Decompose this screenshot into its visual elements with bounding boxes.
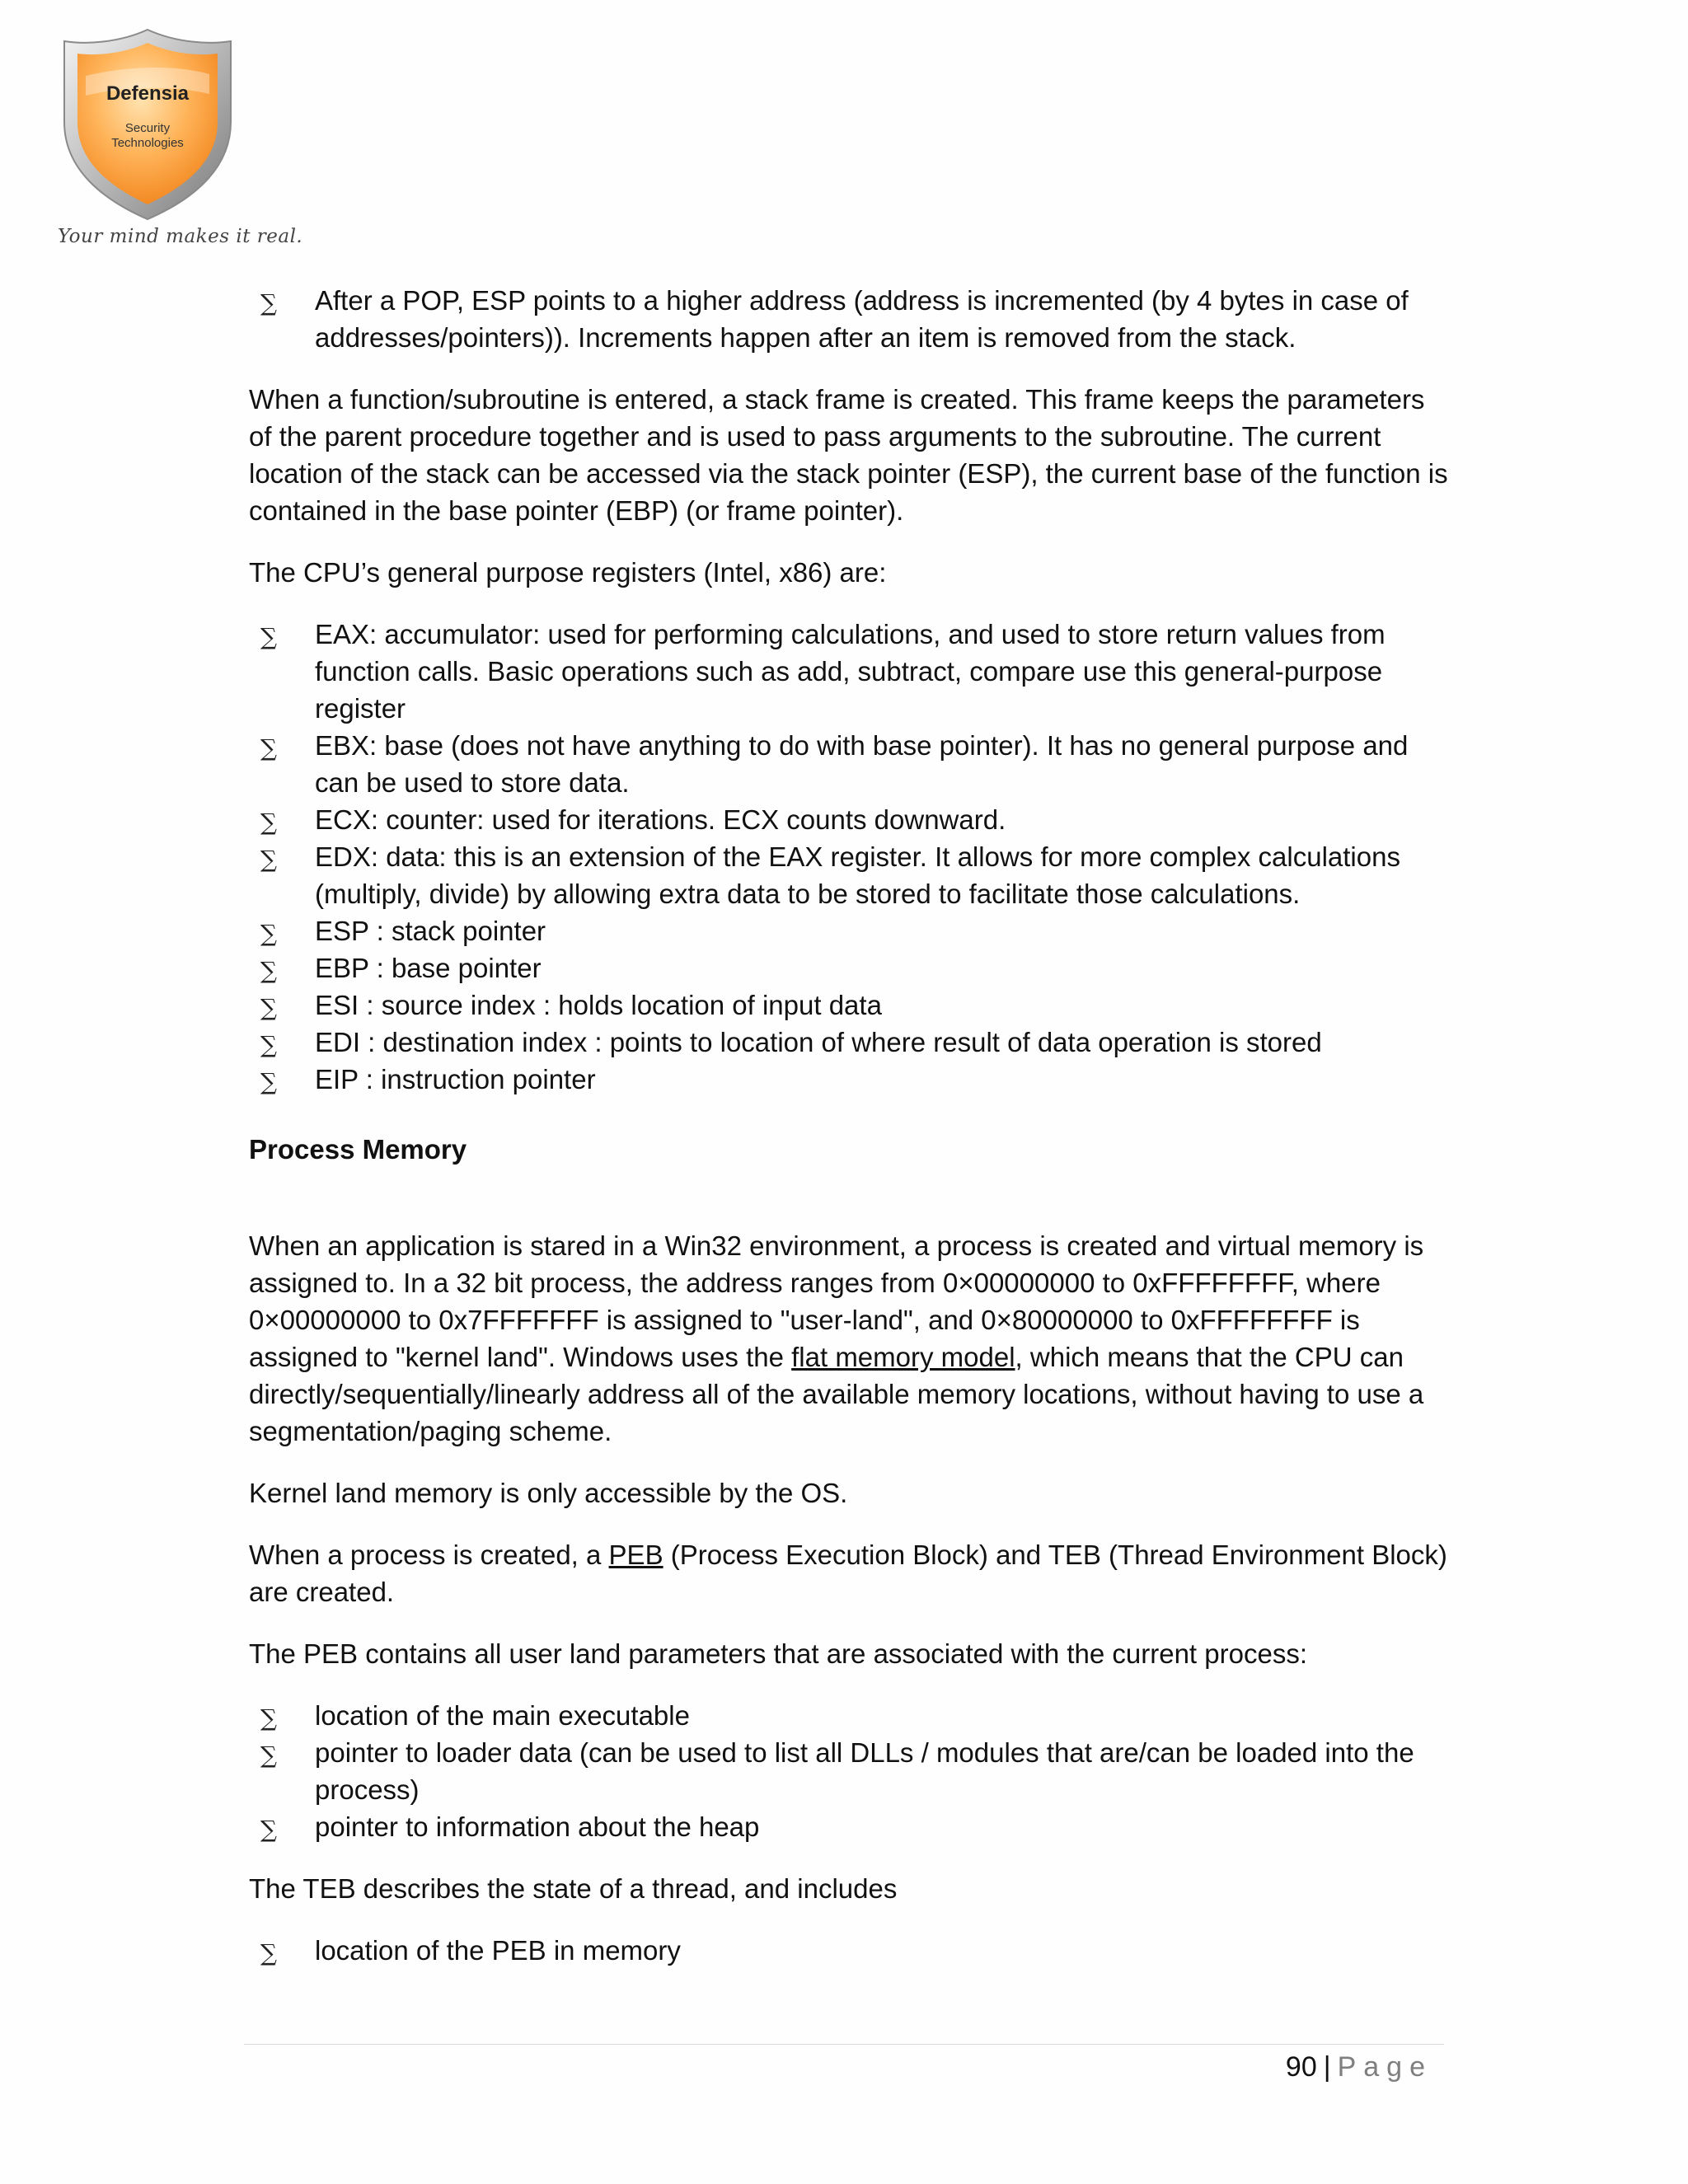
sigma-bullet-icon: ∑	[260, 846, 277, 873]
list-item-text: ESP : stack pointer	[315, 916, 546, 946]
list-item	[249, 838, 1448, 912]
sigma-bullet-icon: ∑	[260, 808, 277, 836]
bullet-list-registers	[249, 616, 1448, 1098]
shield-logo-icon	[53, 25, 242, 223]
sigma-bullet-icon: ∑	[260, 1741, 277, 1769]
sigma-bullet-icon: ∑	[260, 1704, 277, 1732]
paragraph-registers-intro: The CPU’s general purpose registers (Intel, x86) are:	[249, 557, 887, 588]
sigma-bullet-icon: ∑	[260, 994, 277, 1021]
paragraph-win32-text-b: , which means that the CPU can directly/sequentially/linearly address all of the available memory locations, without having to use a segmentation/paging scheme.	[249, 1342, 1424, 1446]
list-item-text: EIP : instruction pointer	[315, 1064, 596, 1094]
list-item	[249, 1808, 1448, 1845]
section-heading-process-memory: Process Memory	[249, 1134, 467, 1165]
bullet-list-peb	[249, 1697, 1448, 1845]
list-item-text: EAX: accumulator: used for performing calculations, and used to store return values from function calls. Basic operations such as add, subtract, compare use this general-purpose register	[315, 619, 1386, 724]
footer-separator: |	[1323, 2051, 1331, 2083]
paragraph-stack-frame: When a function/subroutine is entered, a stack frame is created. This frame keeps the parameters of the parent procedure together and is used to pass arguments to the subroutine. The current location of the stack can be accessed via the stack pointer (ESP), the current base of the function is contained in the base pointer (EBP) (or frame pointer).	[249, 384, 1448, 526]
paragraph-peb-teb	[249, 1536, 1448, 1610]
list-item	[249, 1734, 1448, 1808]
flat-memory-model-link[interactable]: flat memory model	[791, 1342, 1015, 1372]
sigma-bullet-icon: ∑	[260, 1068, 277, 1095]
sigma-bullet-icon: ∑	[260, 920, 277, 947]
list-item-text: ECX: counter: used for iterations. ECX counts downward.	[315, 804, 1006, 835]
list-item	[249, 949, 1448, 987]
page-footer	[1286, 2047, 1432, 2087]
paragraph-kernel-land: Kernel land memory is only accessible by the OS.	[249, 1478, 848, 1508]
list-item	[249, 1932, 1448, 1969]
list-item-text: EBX: base (does not have anything to do with base pointer). It has no general purpose and can be used to store data.	[315, 730, 1409, 798]
paragraph-win32-text-a: When an application is stared in a Win32 environment, a process is created and virtual memory is assigned to. In a 32 bit process, the address ranges from 0×00000000 to 0xFFFFFFFF, where 0×00000000 to 0x7FFFFFFF is assigned to "user-land", and 0×80000000 to 0xFFFFFFFF is assigned to "kernel land". Windows uses the	[249, 1230, 1424, 1372]
footer-divider	[244, 2044, 1444, 2045]
paragraph-peb-text-a: When a process is created, a	[249, 1540, 609, 1570]
list-item	[249, 1697, 1448, 1734]
paragraph-teb: The TEB describes the state of a thread, and includes	[249, 1873, 898, 1904]
list-item	[249, 801, 1448, 838]
sigma-bullet-icon: ∑	[260, 1816, 277, 1843]
page-label: Page	[1337, 2051, 1432, 2083]
sigma-bullet-icon: ∑	[260, 1031, 277, 1058]
sigma-bullet-icon: ∑	[260, 734, 277, 762]
list-item-text: ESI : source index : holds location of input data	[315, 990, 882, 1020]
sigma-bullet-icon: ∑	[260, 289, 277, 316]
list-item	[249, 1061, 1448, 1098]
list-item	[249, 616, 1448, 727]
paragraph-win32-memory	[249, 1227, 1448, 1450]
paragraph-peb-text-b: (Process Execution Block) and TEB (Thread Environment Block) are created.	[249, 1540, 1447, 1607]
peb-link[interactable]: PEB	[608, 1540, 663, 1570]
logo-line2-text: Technologies	[111, 136, 184, 150]
page-content	[249, 282, 1448, 1994]
list-item-text: EDX: data: this is an extension of the EAX register. It allows for more complex calculations (multiply, divide) by allowing extra data to be stored to facilitate those calculations.	[315, 841, 1400, 909]
bullet-list-teb	[249, 1932, 1448, 1969]
list-item-text: location of the main executable	[315, 1700, 690, 1731]
list-item-text: EBP : base pointer	[315, 953, 542, 983]
sigma-bullet-icon: ∑	[260, 1939, 277, 1966]
sigma-bullet-icon: ∑	[260, 957, 277, 984]
page-number: 90	[1285, 2051, 1317, 2083]
list-item	[249, 1024, 1448, 1061]
bullet-list-stack	[249, 282, 1448, 356]
logo-brand-text: Defensia	[106, 82, 190, 105]
list-item-text: EDI : destination index : points to location of where result of data operation is stored	[315, 1027, 1322, 1057]
list-item-text: location of the PEB in memory	[315, 1935, 681, 1966]
paragraph-peb-contains: The PEB contains all user land parameters that are associated with the current process:	[249, 1638, 1307, 1669]
list-item	[249, 727, 1448, 801]
list-item-text: After a POP, ESP points to a higher address (address is incremented (by 4 bytes in case of addresses/pointers)). Increments happen after an item is removed from the stack.	[315, 285, 1409, 353]
logo-tagline: Your mind makes it real.	[58, 226, 303, 247]
list-item	[249, 282, 1448, 356]
logo-line1-text: Security	[124, 121, 171, 135]
list-item-text: pointer to information about the heap	[315, 1811, 760, 1842]
sigma-bullet-icon: ∑	[260, 623, 277, 650]
list-item	[249, 912, 1448, 949]
list-item	[249, 987, 1448, 1024]
list-item-text: pointer to loader data (can be used to list all DLLs / modules that are/can be loaded into the process)	[315, 1737, 1414, 1805]
